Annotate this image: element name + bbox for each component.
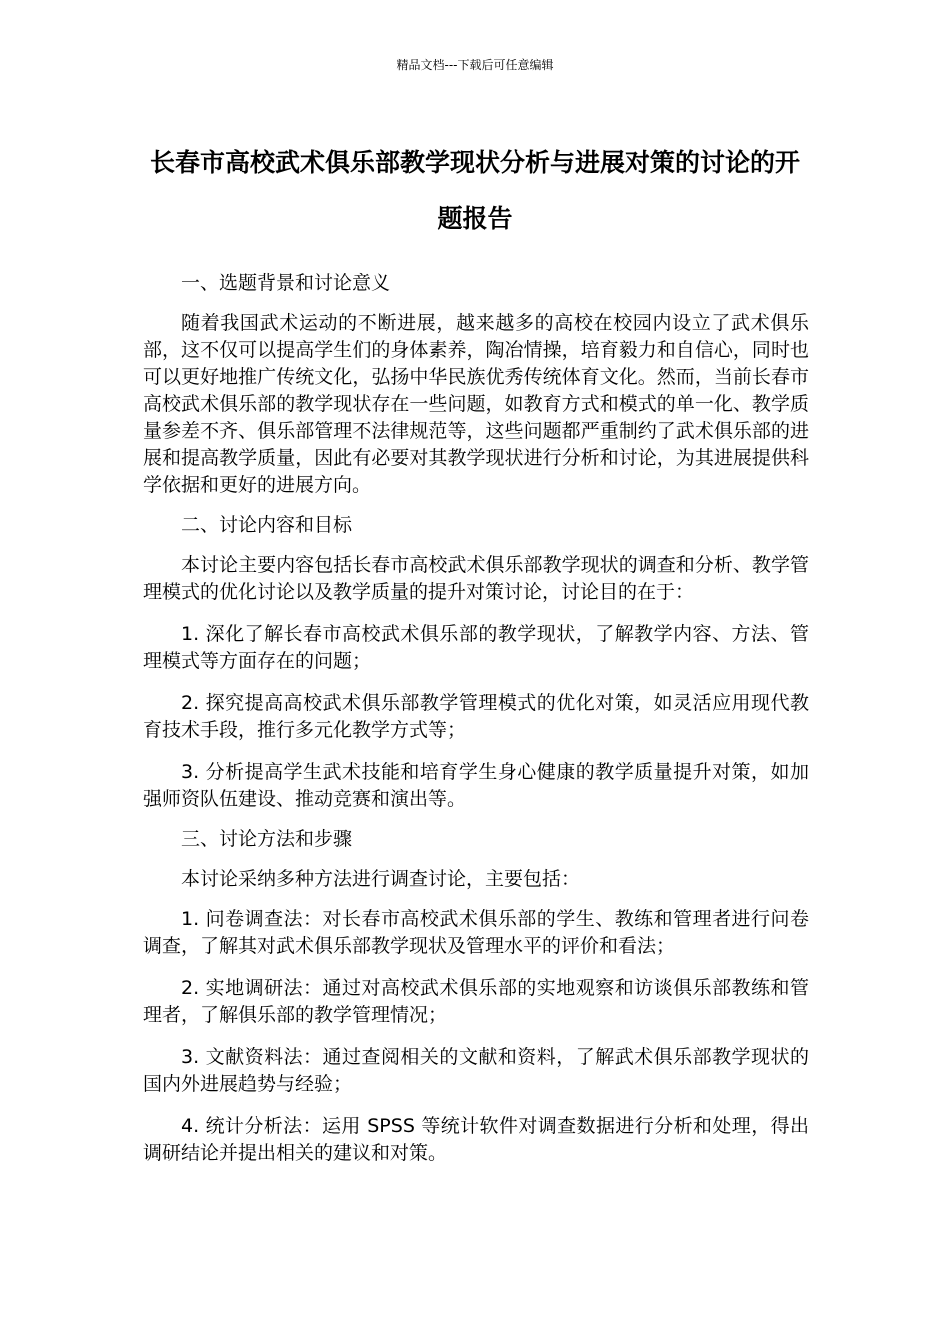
list-item-method-4: 4. 统计分析法：运用 SPSS 等统计软件对调查数据进行分析和处理，得出调研结论并提出相关的建议和对策。 bbox=[143, 1115, 809, 1164]
list-item-method-1: 1. 问卷调查法：对长春市高校武术俱乐部的学生、教练和管理者进行问卷调查，了解其对武术俱乐部教学现状及管理水平的评价和看法； bbox=[143, 908, 809, 957]
section-heading-content-goals: 二、讨论内容和目标 bbox=[181, 514, 353, 536]
list-item-method-3: 3. 文献资料法：通过查阅相关的文献和资料，了解武术俱乐部教学现状的国内外进展趋势与经验； bbox=[143, 1046, 809, 1095]
paragraph-methods-intro: 本讨论采纳多种方法进行调查讨论，主要包括： bbox=[181, 868, 581, 890]
document-title: 长春市高校武术俱乐部教学现状分析与进展对策的讨论的开题报告 bbox=[149, 148, 800, 233]
section-heading-methods: 三、讨论方法和步骤 bbox=[181, 828, 353, 850]
section-heading-background: 一、选题背景和讨论意义 bbox=[181, 272, 391, 294]
list-item-goal-1: 1. 深化了解长春市高校武术俱乐部的教学现状，了解教学内容、方法、管理模式等方面存在的问题； bbox=[143, 623, 809, 672]
list-item-goal-2: 2. 探究提高高校武术俱乐部教学管理模式的优化对策，如灵活应用现代教育技术手段，推行多元化教学方式等； bbox=[143, 692, 809, 741]
paragraph-background: 随着我国武术运动的不断进展，越来越多的高校在校园内设立了武术俱乐部，这不仅可以提高学生们的身体素养，陶冶情操，培育毅力和自信心，同时也可以更好地推广传统文化，弘扬中华民族优秀传统体育文化。然而，当前长春市高校武术俱乐部的教学现状存在一些问题，如教育方式和模式的单一化、教学质量参差不齐、俱乐部管理不法律规范等，这些问题都严重制约了武术俱乐部的进展和提高教学质量，因此有必要对其教学现状进行分析和讨论，为其进展提供科学依据和更好的进展方向。 bbox=[143, 312, 809, 496]
list-item-method-2: 2. 实地调研法：通过对高校武术俱乐部的实地观察和访谈俱乐部教练和管理者，了解俱乐部的教学管理情况； bbox=[143, 977, 809, 1026]
paragraph-content-intro: 本讨论主要内容包括长春市高校武术俱乐部教学现状的调查和分析、教学管理模式的优化讨论以及教学质量的提升对策讨论，讨论目的在于： bbox=[143, 554, 809, 603]
document-body bbox=[143, 270, 809, 1182]
list-item-goal-3: 3. 分析提高学生武术技能和培育学生身心健康的教学质量提升对策，如加强师资队伍建设、推动竞赛和演出等。 bbox=[143, 761, 809, 810]
page-header-note: 精品文档---下载后可任意编辑 bbox=[396, 58, 554, 72]
